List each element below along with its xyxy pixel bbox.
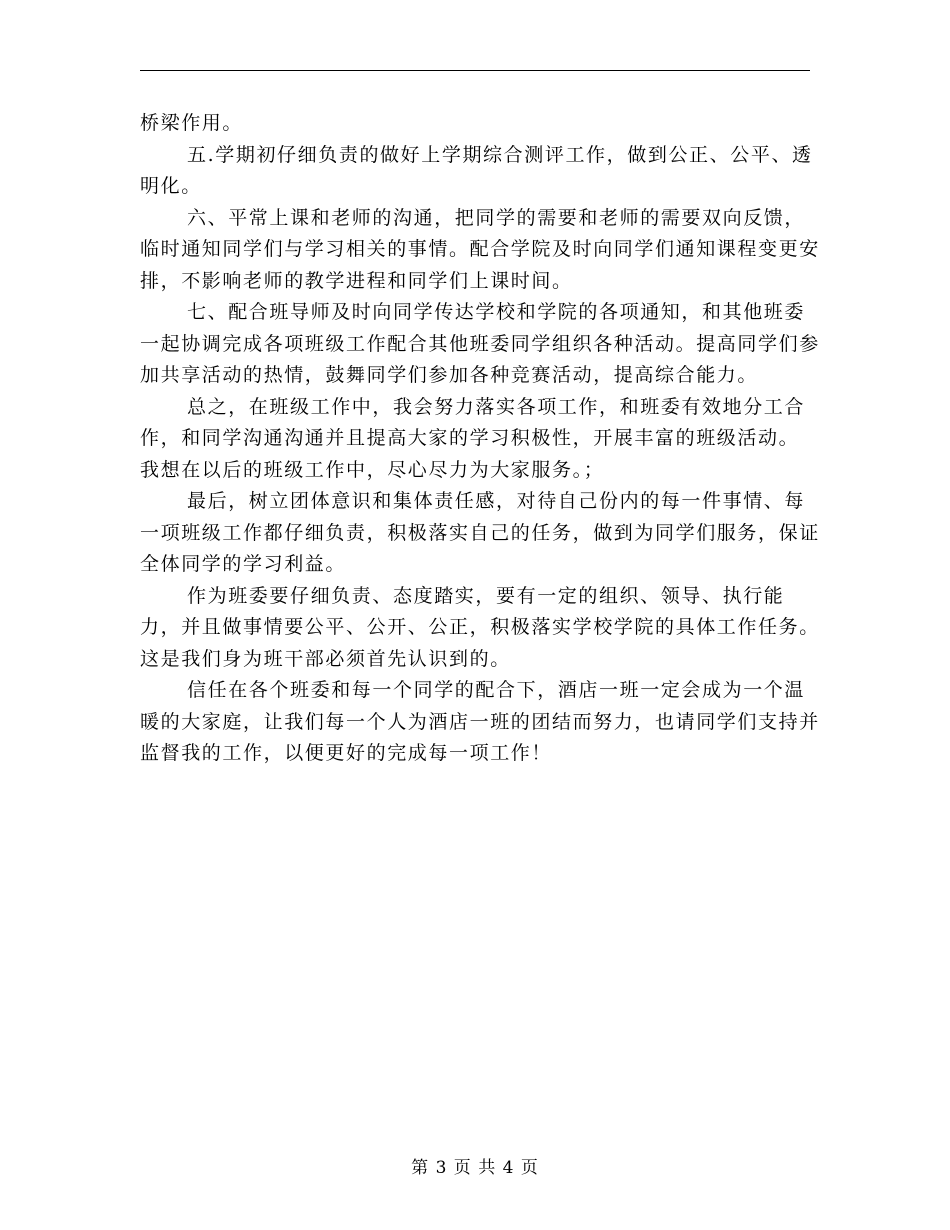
paragraph-closing: 信任在各个班委和每一个同学的配合下，酒店一班一定会成为一个温暖的大家庭，让我们每一个人为酒店一班的团结而努力，也请同学们支持并监督我的工作，以便更好的完成每一项工作！: [140, 679, 820, 764]
paragraph-committee-duty: 作为班委要仔细负责、态度踏实，要有一定的组织、领导、执行能力，并且做事情要公平、公开、公正，积极落实学校学院的具体工作任务。这是我们身为班干部必须首先认识到的。: [140, 584, 820, 670]
paragraph-finally: 最后，树立团体意识和集体责任感，对待自己份内的每一件事情、每一项班级工作都仔细负责，积极落实自己的任务，做到为同学们服务，保证全体同学的学习利益。: [140, 490, 820, 575]
paragraph-item-five: 五.学期初仔细负责的做好上学期综合测评工作，做到公正、公平、透明化。: [140, 143, 813, 197]
paragraph-summary: 总之，在班级工作中，我会努力落实各项工作，和班委有效地分工合作，和同学沟通沟通并且提高大家的学习积极性，开展丰富的班级活动。 我想在以后的班级工作中，尽心尽力为大家服务。；: [140, 395, 807, 481]
paragraph-continuation: 桥梁作用。: [140, 112, 244, 134]
header-rule: [140, 70, 810, 71]
paragraph-item-six: 六、平常上课和老师的沟通，把同学的需要和老师的需要双向反馈，临时通知同学们与学习相关的事情。配合学院及时向同学们通知课程变更安排，不影响老师的教学进程和同学们上课时间。: [140, 206, 820, 292]
document-body: [140, 108, 820, 770]
page-number-footer: 第 3 页 共 4 页: [411, 1158, 539, 1178]
paragraph-item-seven: 七、配合班导师及时向同学传达学校和学院的各项通知，和其他班委一起协调完成各项班级工作配合其他班委同学组织各种活动。提高同学们参加共享活动的热情，鼓舞同学们参加各种竞赛活动，提高综合能力。: [140, 301, 820, 386]
